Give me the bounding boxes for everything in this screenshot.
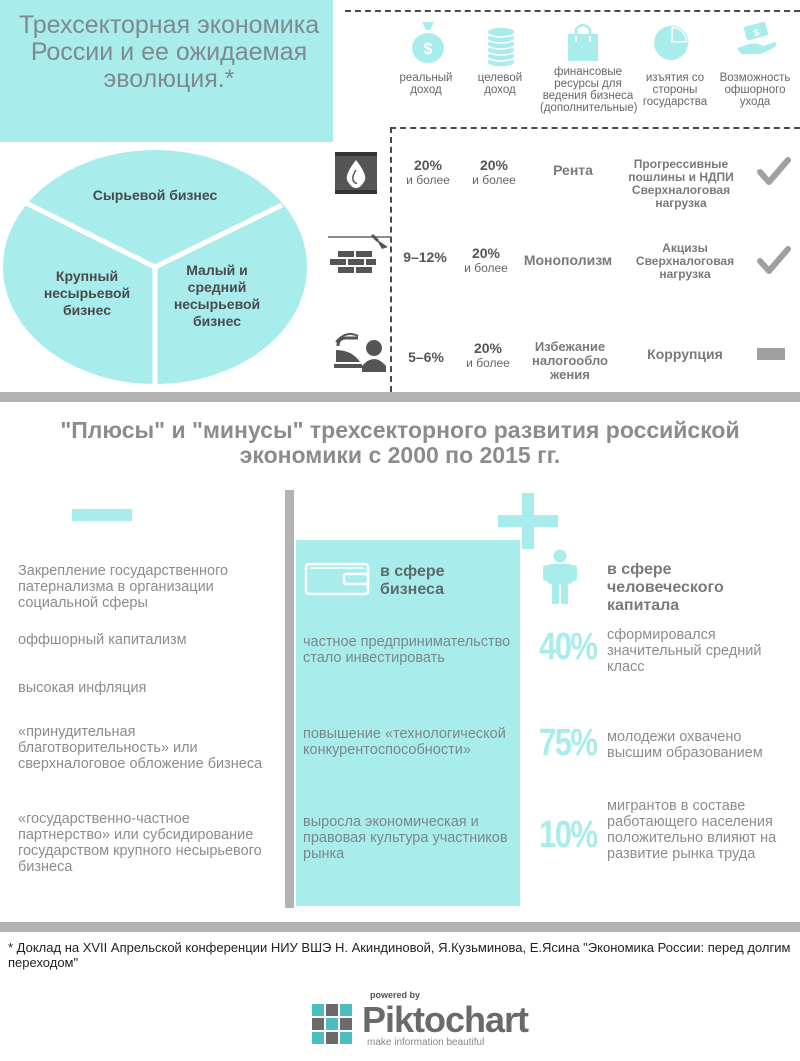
money-hand-icon [735, 20, 779, 62]
powered-by-label: powered by [370, 990, 421, 1000]
business-heading: в сфере бизнеса [380, 563, 445, 598]
piktochart-wordmark: Piktochart [362, 999, 529, 1040]
column-label-state: изъятия со стороны государства [642, 72, 708, 108]
row3-real-value: 5–6% [408, 349, 444, 365]
row2-target-value: 20% [471, 245, 501, 261]
pie-label-small: Малый и средний несырьевой бизнес [173, 262, 261, 329]
row1-real-sub: и более [406, 173, 450, 187]
bottom-divider [0, 922, 800, 932]
piktochart-tagline: make information beautiful [367, 1037, 485, 1048]
column-divider [285, 490, 294, 908]
header-dashed-divider [390, 127, 800, 129]
bricks-trowel-icon [326, 233, 396, 278]
human-pct-1: 40% [539, 626, 597, 668]
top-dashed-divider [345, 10, 800, 12]
oil-barrel-icon [333, 150, 379, 201]
section-divider [0, 392, 800, 402]
business-item: частное предпринимательство стало инвестировать [303, 634, 511, 666]
minus-item: «принудительная благотворительность» или сверхналоговое обложение бизнеса [18, 724, 263, 772]
human-capital-heading: в сфере человеческого капитала [607, 561, 724, 614]
human-item: сформировался значительный средний класс [607, 627, 762, 675]
row1-state: Прогрессивные пошлины и НДПИ Сверхналоговая нагрузка [628, 157, 734, 210]
minus-item: оффшорный капитализм [18, 632, 187, 648]
row1-target-sub: и более [472, 173, 516, 187]
column-label-offshore: Возможность офшорного ухода [719, 72, 791, 108]
column-label-target-income: целевой доход [477, 72, 523, 96]
row2-real-value: 9–12% [403, 249, 447, 265]
minus-item: «государственно-частное партнерство» или субсидирование государством крупного несырьевого бизнеса [18, 811, 262, 875]
minus-sign-icon [72, 509, 132, 521]
row3-target-income [460, 341, 516, 371]
svg-text:$: $ [423, 41, 433, 58]
footnote: * Доклад на XVII Апрельской конференции НИУ ВШЭ Н. Акиндиновой, Я.Кузьминова, Е.Ясина "Экономика России: перед долгим переходом" [8, 940, 791, 970]
row2-state: Акцизы Сверхналоговая нагрузка [635, 241, 735, 281]
row1-target-value: 20% [479, 157, 509, 173]
column-label-finance: финансовые ресурсы для ведения бизнеса (дополнительные) [540, 66, 638, 114]
row2-real-income [394, 250, 456, 265]
money-bag-icon [410, 20, 446, 64]
row1-real-income [400, 158, 456, 188]
person-icon [543, 549, 577, 610]
pie-label-large: Крупный несырьевой бизнес [43, 268, 131, 318]
svg-text:$: $ [752, 27, 761, 40]
page-title: Трехсекторная экономика России и ее ожидаемая эволюция.* [18, 11, 320, 93]
row2-target-sub: и более [464, 261, 508, 275]
human-pct-2: 75% [539, 722, 597, 764]
pie-label-raw: Сырьевой бизнес [92, 187, 218, 203]
check-icon [757, 156, 791, 191]
coins-stack-icon [485, 22, 517, 68]
human-item: мигрантов в составе работающего населения положительно влияют на развитие рынка труда [607, 798, 777, 862]
check-icon [757, 245, 791, 280]
row1-finance: Рента [553, 162, 593, 178]
piktochart-logo-icon [310, 1002, 354, 1051]
minus-icon [757, 348, 785, 360]
row3-finance: Избежание налогообло жения [532, 339, 608, 382]
shopping-bag-icon [566, 22, 600, 62]
human-pct-3: 10% [539, 814, 597, 856]
column-label-real-income: реальный доход [399, 72, 453, 96]
row1-real-value: 20% [413, 157, 443, 173]
minus-item: Закрепление государственного патернализма в организации социальной сферы [18, 563, 229, 611]
business-item: повышение «технологической конкурентоспособности» [303, 726, 506, 758]
row2-target-income [458, 246, 514, 276]
row3-state: Коррупция [647, 346, 723, 362]
row2-finance: Монополизм [523, 252, 613, 268]
business-item: выросла экономическая и правовая культура участников рынка [303, 814, 508, 862]
row3-real-income [396, 350, 456, 365]
wallet-icon [304, 560, 370, 601]
section-subtitle: "Плюсы" и "минусы" трехсекторного развития российской экономики с 2000 по 2015 гг. [60, 417, 740, 468]
row1-target-income [466, 158, 522, 188]
human-item: молодежи охвачено высшим образованием [607, 729, 763, 761]
pie-chart-icon [652, 24, 690, 62]
row3-target-sub: и более [466, 356, 510, 370]
minus-item: высокая инфляция [18, 680, 147, 696]
plus-sign-vertical [522, 493, 534, 549]
row3-target-value: 20% [473, 340, 503, 356]
cook-icon [330, 326, 390, 379]
